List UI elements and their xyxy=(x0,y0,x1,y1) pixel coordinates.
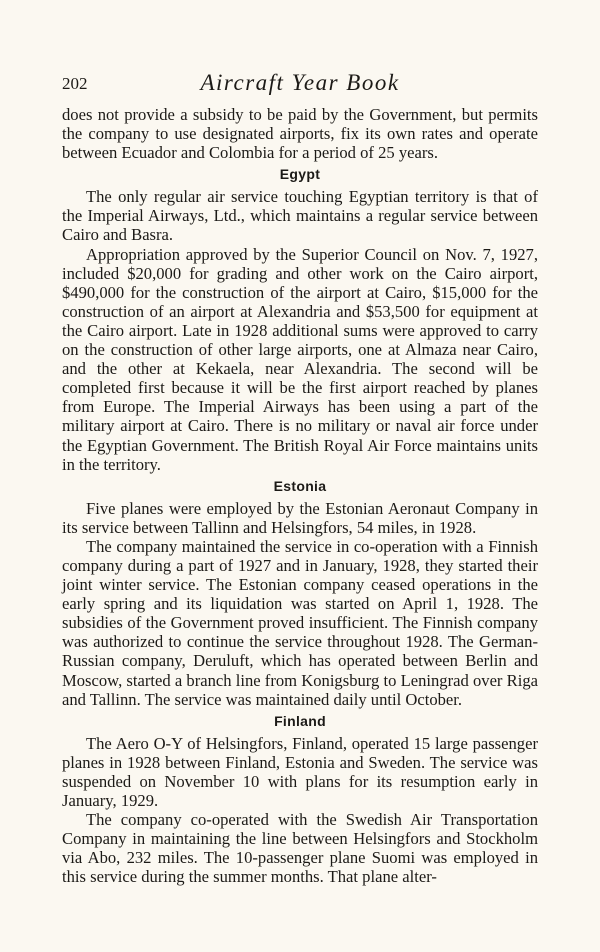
paragraph: The Aero O-Y of Helsingfors, Finland, operated 15 large passenger planes in 1928 between Finland, Estonia and Sweden. The service was suspended on November 10 with plans for its resumption early in January, 1929. xyxy=(62,733,538,810)
page-number: 202 xyxy=(62,74,88,93)
paragraph: The company maintained the service in co-operation with a Finnish company during a part of 1927 and in January, 1928, they started their joint winter service. The Estonian company ceased operations in the early spring and its liquidation was started on April 1, 1928. The subsidies of the Government proved insufficient. The Finnish company was authorized to continue the service throughout 1928. The German-Russian company, Deruluft, which has operated between Berlin and Moscow, started a branch line from Konigsburg to Leningrad over Riga and Tallinn. The service was maintained daily until October. xyxy=(62,536,538,709)
paragraph: Five planes were employed by the Estonian Aeronaut Company in its service between Tallinn and Helsingfors, 54 miles, in 1928. xyxy=(62,498,538,537)
page-header xyxy=(62,70,538,100)
paragraph: does not provide a subsidy to be paid by the Government, but permits the company to use designated airports, fix its own rates and operate between Ecuador and Colombia for a period of 25 years. xyxy=(62,105,538,163)
paragraph: The only regular air service touching Egyptian territory is that of the Imperial Airways, Ltd., which maintains a regular service between Cairo and Basra. xyxy=(62,187,538,245)
paragraph: The company co-operated with the Swedish Air Transportation Company in maintaining the line between Helsingfors and Stockholm via Abo, 232 miles. The 10-passenger plane Suomi was employed in this service during the summer months. That plane alter- xyxy=(62,810,538,887)
section-heading-finland: Finland xyxy=(274,712,326,729)
paragraph: Appropriation approved by the Superior Council on Nov. 7, 1927, included $20,000 for grading and other work on the Cairo airport, $490,000 for the construction of the airport at Cairo, $15,000 for the construction of an airport at Alexandria and $53,500 for equipment at the Cairo airport. Late in 1928 additional sums were approved to carry on the construction of other large airports, one at Almaza near Cairo, and the other at Kekaela, near Alexandria. The second will be completed first because it will be the first airport reached by planes from Europe. The Imperial Airways has been using a part of the military airport at Cairo. There is no military or naval air force under the Egyptian Government. The British Royal Air Force maintains units in the territory. xyxy=(62,244,538,474)
running-title: Aircraft Year Book xyxy=(200,70,400,95)
section-heading-egypt: Egypt xyxy=(279,166,321,183)
body-text xyxy=(62,105,538,886)
section-heading-estonia: Estonia xyxy=(273,477,327,494)
